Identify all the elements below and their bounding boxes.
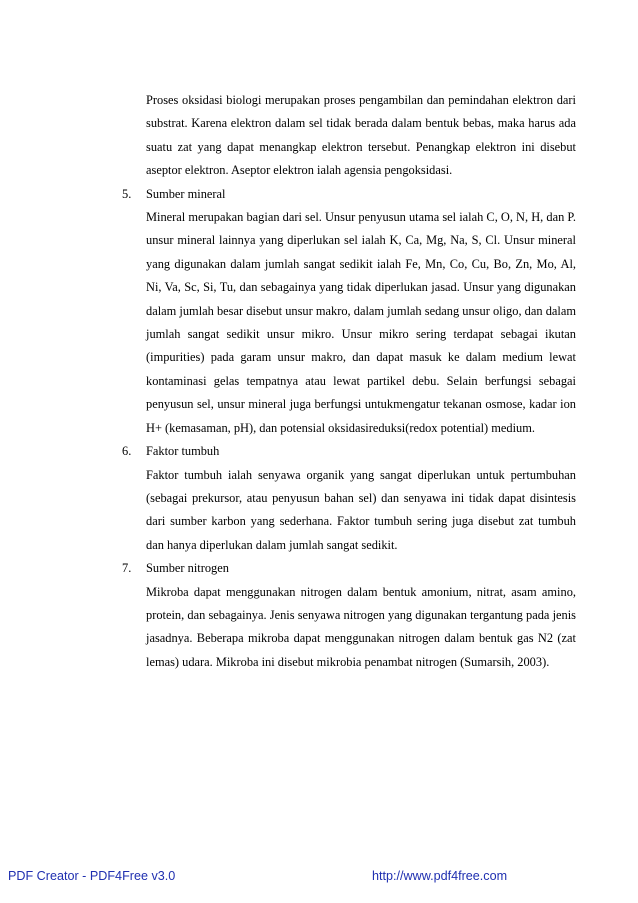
item-heading-row: [122, 440, 576, 463]
pdf-footer: [0, 867, 638, 889]
item-heading: Sumber mineral: [146, 186, 226, 201]
body-text: [122, 89, 576, 674]
item-paragraph: Faktor tumbuh ialah senyawa organik yang sangat diperlukan untuk pertumbuhan (sebagai prekursor, atau penyusun bahan sel) dan senyawa ini tidak dapat disintesis dari sumber karbon yang sederhana. Faktor tumbuh sering juga disebut zat tumbuh dan hanya diperlukan dalam jumlah sangat sedikit.: [146, 467, 576, 552]
intro-paragraph: Proses oksidasi biologi merupakan proses pengambilan dan pemindahan elektron dari substrat. Karena elektron dalam sel tidak berada dalam bentuk bebas, maka harus ada suatu zat yang dapat menangkap elektron tersebut. Penangkap elektron ini disebut aseptor elektron. Aseptor elektron ialah agensia pengoksidasi.: [146, 93, 576, 178]
item-number: 5.: [122, 186, 132, 201]
item-heading-row: [122, 183, 576, 206]
item-heading: Sumber nitrogen: [146, 561, 229, 576]
item-paragraph: Mineral merupakan bagian dari sel. Unsur penyusun utama sel ialah C, O, N, H, dan P. unsur mineral lainnya yang diperlukan sel ialah K, Ca, Mg, Na, S, Cl. Unsur mineral yang digunakan dalam jumlah sangat sedikit ialah Fe, Mn, Co, Cu, Bo, Zn, Mo, Al, Ni, Va, Sc, Si, Tu, dan sebagainya yang tidak diperlukan jasad. Unsur yang digunakan dalam jumlah besar disebut unsur makro, dalam jumlah sedang unsur oligo, dan dalam jumlah sangat sedikit unsur mikro. Unsur mikro sering terdapat sebagai ikutan (impurities) pada garam unsur makro, dan dapat masuk ke dalam medium lewat kontaminasi gelas tempatnya atau lewat partikel debu. Selain berfungsi sebagai penyusun sel, unsur mineral juga berfungsi untukmengatur tekanan osmose, kadar ion H+ (kemasaman, pH), dan potensial oksidasireduksi(redox potential) medium.: [146, 210, 576, 435]
item-number: 6.: [122, 444, 132, 459]
footer-url-link[interactable]: http://www.pdf4free.com: [372, 869, 508, 883]
item-heading: Faktor tumbuh: [146, 444, 220, 459]
list-item-sumber-mineral: [122, 183, 576, 440]
item-heading-row: [122, 557, 576, 580]
list-item-sumber-nitrogen: [122, 557, 576, 674]
item-number: 7.: [122, 561, 132, 576]
item-paragraph: Mikroba dapat menggunakan nitrogen dalam bentuk amonium, nitrat, asam amino, protein, dan sebagainya. Jenis senyawa nitrogen yang digunakan tergantung pada jenis jasadnya. Beberapa mikroba dapat menggunakan nitrogen dalam bentuk gas N2 (zat lemas) udara. Mikroba ini disebut mikrobia penambat nitrogen (Sumarsih, 2003).: [146, 584, 576, 669]
list-item-faktor-tumbuh: [122, 440, 576, 557]
footer-creator-text: PDF Creator - PDF4Free v3.0: [8, 869, 176, 883]
